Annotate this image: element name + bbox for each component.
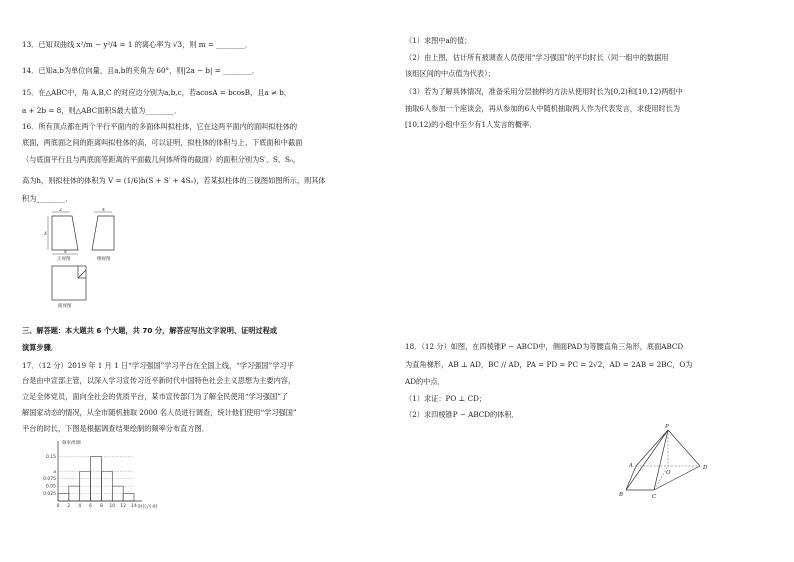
top-view xyxy=(52,266,86,309)
histogram-bar xyxy=(123,494,134,501)
q17-part1: （1）求图中a的值； xyxy=(405,36,472,45)
q16-line2: 底面，两底面之间的距离叫拟柱体的高，可以证明，拟柱体的体积与上、下底面和中截面 xyxy=(22,138,303,147)
y-tick-label: 0.025 xyxy=(43,492,56,498)
frequency-histogram xyxy=(28,436,178,520)
y-tick-label: 0.075 xyxy=(43,477,56,483)
q17-part3-line1: （3）若为了解具体情况，准备采用分层抽样的方法从使用时长为[0,2)和[10,12)两组中 xyxy=(405,87,683,96)
x-tick-label: 6 xyxy=(89,504,93,509)
q17-part3-line2: 抽取6人参加一个座谈会，再从参加的6人中随机抽取两人作为代表发言，求使用时长为 xyxy=(405,104,681,113)
q17-line5: 平台的时长，下图是根据调查结果绘制的频率分布直方图． xyxy=(22,424,209,433)
front-view-label: 正视图 xyxy=(57,257,71,262)
q15-line2: a + 2b = 8，则△ABC面积S最大值为________． xyxy=(22,106,182,115)
section3-heading-line2: 演算步骤． xyxy=(22,343,58,352)
three-view-figure xyxy=(40,208,120,310)
pyramid-figure xyxy=(612,422,724,504)
q18-line1: 18．（12 分）如图，在四棱锥P − ABCD中，侧面PAD为等腰直角三角形，底面ABCD xyxy=(405,342,684,351)
x-tick-label: 0 xyxy=(56,504,60,509)
q17-part3-line3: [10,12)的小组中至少有1人发言的概率． xyxy=(405,120,537,129)
q17-part2-line2: 该组区间的中点值为代表）； xyxy=(405,69,495,78)
q16-line1: 16．所有顶点都在两个平行平面内的多面体叫拟柱体，它在这两平面内的面叫拟柱体的 xyxy=(22,122,298,131)
dim-label: 4 xyxy=(102,208,105,213)
vertex-label-p: P xyxy=(665,424,669,430)
dim-label: 4 xyxy=(64,250,67,255)
y-tick-label: a xyxy=(53,469,56,475)
section3-heading-line1: 三、解答题：本大题共 6 个大题，共 70 分，解答应写出文字说明、证明过程或 xyxy=(22,326,278,335)
dim-label: 2 xyxy=(59,208,62,213)
x-tick-label: 4 xyxy=(78,504,82,509)
q17-part2-line1: （2）由上图，估计所有被调查人员使用“学习强国”的平均时长（同一组中的数据用 xyxy=(405,53,669,62)
vertex-label-b: B xyxy=(619,492,624,498)
front-view xyxy=(44,208,78,262)
histogram-bar xyxy=(58,494,69,501)
q16-line5: 积为________． xyxy=(22,194,73,203)
q16-line4: 高为h，则拟柱体的体积为 V = (1/6)h(S + S′ + 4S₀)，若某拟柱体的三视图如图所示，则其体 xyxy=(22,176,326,185)
vertex-label-a: A xyxy=(629,463,633,469)
x-tick-label: 2 xyxy=(67,504,71,509)
q13-text: 13．已知双曲线 x²/m − y²/4 = 1 的离心率为 √3，则 m = ________． xyxy=(22,40,253,49)
q17-line2: 台是由中宣部主管，以深入学习宣传习近平新时代中国特色社会主义思想为主要内容， xyxy=(22,376,296,385)
q18-line2: 为直角梯形，AB ⊥ AD，BC // AD，PA = PD = PC = 2√2，AD = 2AB = 2BC，O为 xyxy=(405,360,693,369)
x-tick-label: 12 xyxy=(120,504,127,509)
dim-label: 4 xyxy=(44,232,47,237)
top-view-label: 俯视图 xyxy=(58,304,72,309)
vertex-label-c: C xyxy=(652,494,657,500)
q16-line3: （与底面平行且与两底面等距离的平面截几何体所得的截面）的面积分别为S′、S、S₀， xyxy=(22,155,301,164)
q17-line4: 解国家动态的情况，从全市随机抽取 2000 名人员进行调查，统计他们使用“学习强国” xyxy=(22,408,297,417)
q17-line3: 立足全体党员，面向全社会的优质平台，某市宣传部门为了解全民使用“学习强国”了 xyxy=(22,392,289,401)
q18-line3: AD的中点． xyxy=(405,377,445,386)
vertex-label-d: D xyxy=(703,465,708,471)
x-tick-label: 8 xyxy=(99,504,103,509)
y-axis-label: 频率/组距 xyxy=(62,441,82,446)
y-tick-label: 0.15 xyxy=(45,454,56,460)
y-tick-label: 0.05 xyxy=(45,484,56,490)
q18-subq1: （1）求证：PO ⊥ CD； xyxy=(405,394,487,403)
x-tick-label: 10 xyxy=(109,504,116,509)
q18-subq2: （2）求四棱锥P − ABCD的体积． xyxy=(405,410,519,419)
point-label-o: O xyxy=(666,470,671,476)
side-view xyxy=(92,208,114,262)
x-axis-label: 时长/小时 xyxy=(138,505,158,510)
q15-line1: 15．在△ABC中，角 A,B,C 的对应边分别为a,b,c，若acosA = bcosB，且a ≠ b， xyxy=(22,88,292,97)
q17-line1: 17．（12 分）2019 年 1 月 1 日“学习强国”学习平台在全国上线，“学习强国”学习平 xyxy=(22,361,294,370)
q14-text: 14．已知a,b为单位向量，且a,b的夹角为 60°，则|2a − b| = ________． xyxy=(22,66,259,75)
x-tick-label: 14 xyxy=(131,504,137,509)
side-view-label: 侧视图 xyxy=(97,257,111,262)
